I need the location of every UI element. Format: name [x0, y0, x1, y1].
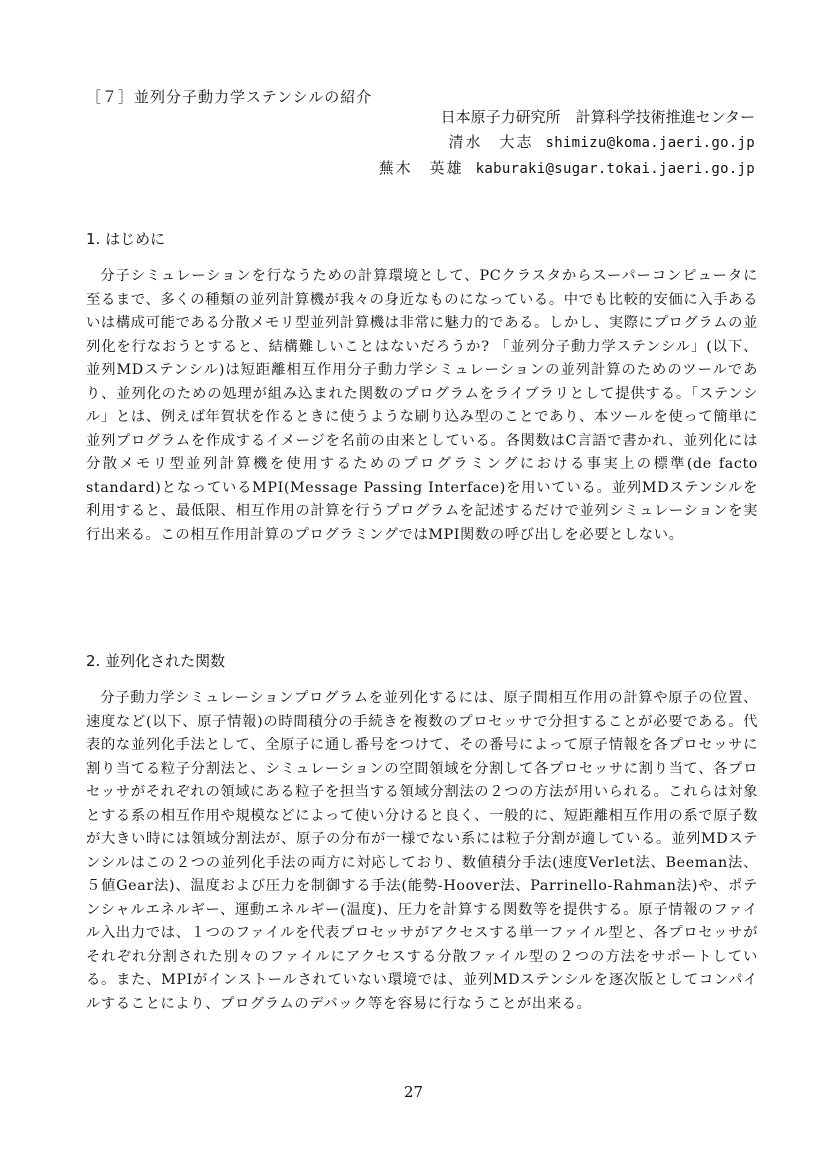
- author-row: [379, 156, 755, 182]
- section-body: [86, 265, 758, 547]
- author-email: kaburaki@sugar.tokai.jaeri.go.jp: [475, 161, 755, 177]
- author-name: 清水 大志: [448, 133, 534, 151]
- paragraph: 分子動力学シミュレーションプログラムを並列化するには、原子間相互作用の計算や原子の位置、速度など(以下、原子情報)の時間積分の手続きを複数のプロセッサで分担することが必要である。代表的な並列化手法として、全原子に通し番号をつけて、その番号によって原子情報を各プロセッサに割り当てる粒子分割法と、シミュレーションの空間領域を分割して各プロセッサに割り当て、各プロセッサがそれぞれの領域にある粒子を担当する領域分割法の２つの方法が用いられる。これらは対象とする系の相互作用や規模などによって使い分けると良く、一般的に、短距離相互作用の系で原子数が大きい時には領域分割法が、原子の分布が一様でない系には粒子分割が適している。並列MDステンシルはこの２つの並列化手法の両方に対応しており、数値積分手法(速度Verlet法、Beeman法、５値Gear法)、温度および圧力を制御する手法(能勢-Hoover法、Parrinello-Rahman法)や、ポテンシャルエネルギー、運動エネルギー(温度)、圧力を計算する関数等を提供する。原子情報のファイル入出力では、１つのファイルを代表プロセッサがアクセスする単一ファイル型と、各プロセッサがそれぞれ分割された別々のファイルにアクセスする分散ファイル型の２つの方法をサポートしている。また、MPIがインストールされていない環境では、並列MDステンシルを逐次版としてコンパイルすることにより、プログラムのデバック等を容易に行なうことが出来る。: [86, 690, 758, 1012]
- author-email: shimizu@koma.jaeri.go.jp: [545, 135, 755, 151]
- paragraph: 分子シミュレーションを行なうための計算環境として、PCクラスタからスーパーコンピュータに至るまで、多くの種類の並列計算機が我々の身近なものになっている。中でも比較的安価に入手あるいは構成可能である分散メモリ型並列計算機は非常に魅力的である。しかし、実際にプログラムの並列化を行なおうとすると、結構難しいことはないだろうか? 「並列分子動力学ステンシル」(以下、並列MDステンシル)は短距離相互作用分子動力学シミュレーションの並列計算のためのツールであり、並列化のための処理が組み込まれた関数のプログラムをライブラリとして提供する。「ステンシル」とは、例えば年賀状を作るときに使うような刷り込み型のことであり、本ツールを使って簡単に並列プログラムを作成するイメージを名前の由来としている。各関数はC言語で書かれ、並列化には分散メモリ型並列計算機を使用するためのプログラミングにおける事実上の標準(de facto standard)となっているMPI(Message Passing Interface)を用いている。並列MDステンシルを利用すると、最低限、相互作用の計算を行うプログラムを記述するだけで並列シミュレーションを実行出来る。この相互作用計算のプログラミングではMPI関数の呼び出しを必要としない。: [86, 268, 758, 543]
- reference-title: ［７］並列分子動力学ステンシルの紹介: [86, 88, 373, 106]
- author-row: [379, 130, 755, 156]
- section-body: [86, 687, 758, 1016]
- section-heading: 2. 並列化された関数: [86, 652, 226, 670]
- author-block: [379, 105, 755, 182]
- author-name: 蕪木 英雄: [378, 159, 464, 177]
- page-number: 27: [403, 1083, 424, 1101]
- section-heading: 1. はじめに: [86, 230, 166, 248]
- affiliation: 日本原子力研究所 計算科学技術推進センター: [440, 108, 755, 126]
